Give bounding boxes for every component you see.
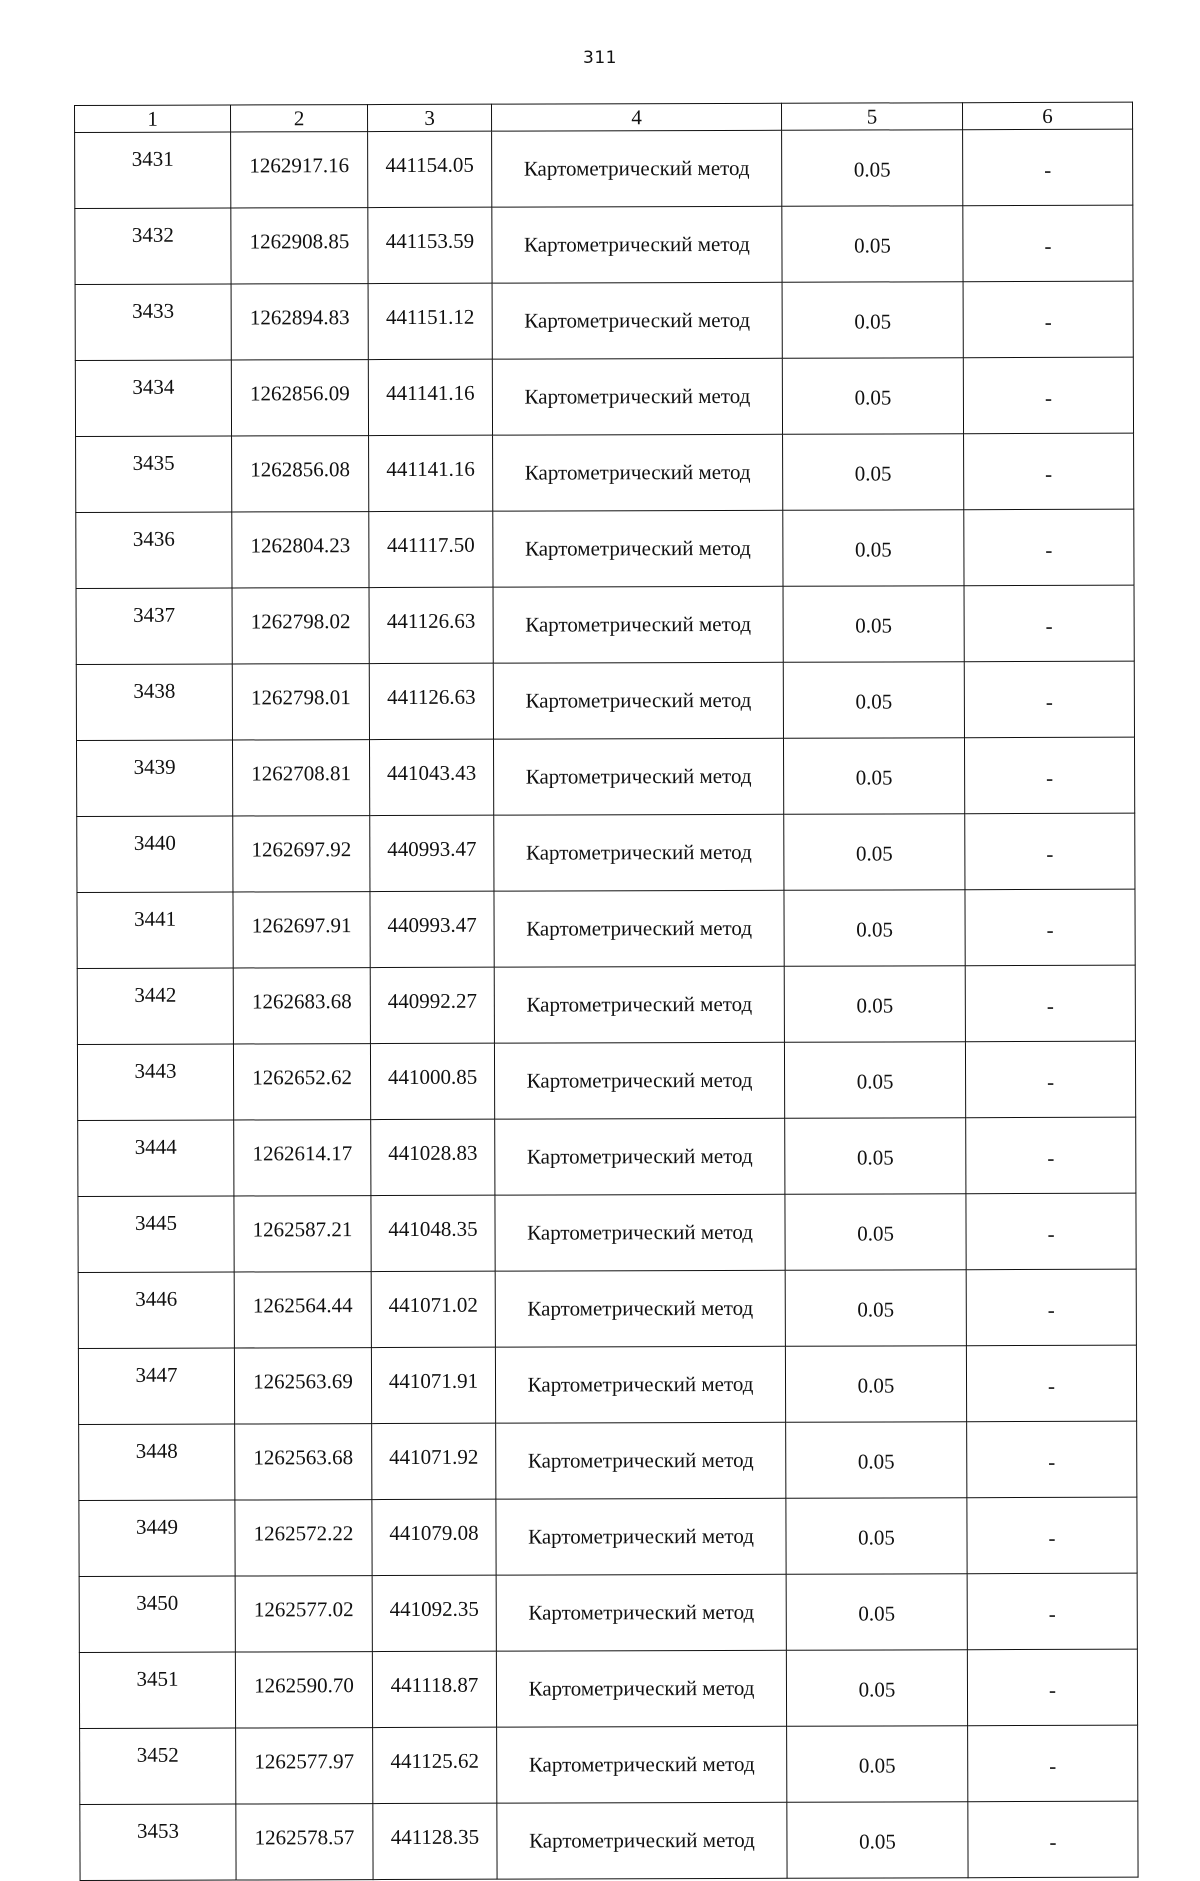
x-coordinate-cell: 1262856.08 bbox=[232, 436, 369, 512]
table-row bbox=[79, 1649, 1137, 1728]
x-coordinate-cell: 1262564.44 bbox=[234, 1272, 371, 1348]
note-cell: - bbox=[963, 129, 1133, 206]
x-coordinate-cell: 1262563.69 bbox=[234, 1348, 371, 1424]
point-number-cell: 3439 bbox=[76, 740, 232, 816]
x-coordinate-cell: 1262856.09 bbox=[231, 360, 368, 436]
x-coordinate-cell: 1262652.62 bbox=[233, 1044, 370, 1120]
precision-cell: 0.05 bbox=[787, 1802, 968, 1879]
method-cell: Картометрический метод bbox=[496, 1498, 786, 1575]
note-cell: - bbox=[963, 281, 1133, 358]
x-coordinate-cell: 1262578.57 bbox=[236, 1804, 373, 1880]
method-cell: Картометрический метод bbox=[492, 206, 782, 283]
x-coordinate-cell: 1262577.97 bbox=[236, 1728, 373, 1804]
method-cell: Картометрический метод bbox=[492, 358, 782, 435]
method-cell: Картометрический метод bbox=[496, 1422, 786, 1499]
point-number-cell: 3435 bbox=[76, 436, 232, 512]
method-cell: Картометрический метод bbox=[497, 1802, 787, 1879]
precision-cell: 0.05 bbox=[782, 206, 963, 283]
method-cell: Картометрический метод bbox=[492, 282, 782, 359]
point-number-cell: 3450 bbox=[79, 1576, 235, 1652]
x-coordinate-cell: 1262894.83 bbox=[231, 284, 368, 360]
method-cell: Картометрический метод bbox=[494, 890, 784, 967]
precision-cell: 0.05 bbox=[784, 1042, 965, 1119]
point-number-cell: 3442 bbox=[77, 968, 233, 1044]
note-cell: - bbox=[966, 1269, 1136, 1346]
method-cell: Картометрический метод bbox=[495, 1346, 785, 1423]
x-coordinate-cell: 1262798.01 bbox=[232, 664, 369, 740]
y-coordinate-cell: 440992.27 bbox=[370, 967, 494, 1043]
note-cell: - bbox=[964, 433, 1134, 510]
point-number-cell: 3444 bbox=[78, 1120, 234, 1196]
method-cell: Картометрический метод bbox=[495, 1118, 785, 1195]
x-coordinate-cell: 1262614.17 bbox=[234, 1120, 371, 1196]
page-number: 311 bbox=[583, 48, 617, 68]
note-cell: - bbox=[965, 965, 1135, 1042]
point-number-cell: 3431 bbox=[75, 132, 231, 208]
y-coordinate-cell: 441126.63 bbox=[369, 663, 493, 739]
point-number-cell: 3441 bbox=[77, 892, 233, 968]
precision-cell: 0.05 bbox=[786, 1498, 967, 1575]
y-coordinate-cell: 440993.47 bbox=[370, 815, 494, 891]
note-cell: - bbox=[968, 1725, 1138, 1802]
precision-cell: 0.05 bbox=[783, 738, 964, 815]
table-row bbox=[79, 1573, 1137, 1652]
method-cell: Картометрический метод bbox=[494, 814, 784, 891]
table-row bbox=[78, 1117, 1136, 1196]
method-cell: Картометрический метод bbox=[494, 966, 784, 1043]
point-number-cell: 3447 bbox=[78, 1348, 234, 1424]
y-coordinate-cell: 440993.47 bbox=[370, 891, 494, 967]
y-coordinate-cell: 441000.85 bbox=[370, 1043, 494, 1119]
y-coordinate-cell: 441071.91 bbox=[371, 1347, 495, 1423]
y-coordinate-cell: 441141.16 bbox=[368, 359, 492, 435]
y-coordinate-cell: 441154.05 bbox=[368, 131, 492, 207]
note-cell: - bbox=[964, 661, 1134, 738]
precision-cell: 0.05 bbox=[782, 358, 963, 435]
method-cell: Картометрический метод bbox=[494, 1042, 784, 1119]
x-coordinate-cell: 1262572.22 bbox=[235, 1500, 372, 1576]
table-body bbox=[75, 129, 1138, 1880]
y-coordinate-cell: 441071.92 bbox=[372, 1423, 496, 1499]
point-number-cell: 3449 bbox=[79, 1500, 235, 1576]
y-coordinate-cell: 441071.02 bbox=[371, 1271, 495, 1347]
y-coordinate-cell: 441126.63 bbox=[369, 587, 493, 663]
point-number-cell: 3438 bbox=[76, 664, 232, 740]
point-number-cell: 3451 bbox=[79, 1652, 235, 1728]
precision-cell: 0.05 bbox=[785, 1118, 966, 1195]
method-cell: Картометрический метод bbox=[493, 510, 783, 587]
point-number-cell: 3448 bbox=[79, 1424, 235, 1500]
x-coordinate-cell: 1262804.23 bbox=[232, 512, 369, 588]
method-cell: Картометрический метод bbox=[496, 1574, 786, 1651]
header-col-5: 5 bbox=[781, 103, 962, 131]
method-cell: Картометрический метод bbox=[495, 1270, 785, 1347]
note-cell: - bbox=[964, 737, 1134, 814]
table-row bbox=[77, 889, 1135, 968]
table-row bbox=[77, 965, 1135, 1044]
point-number-cell: 3445 bbox=[78, 1196, 234, 1272]
note-cell: - bbox=[966, 1117, 1136, 1194]
table-row bbox=[78, 1269, 1136, 1348]
y-coordinate-cell: 441128.35 bbox=[373, 1803, 497, 1879]
note-cell: - bbox=[967, 1497, 1137, 1574]
note-cell: - bbox=[967, 1421, 1137, 1498]
table-row bbox=[76, 737, 1134, 816]
x-coordinate-cell: 1262697.91 bbox=[233, 892, 370, 968]
point-number-cell: 3433 bbox=[75, 284, 231, 360]
note-cell: - bbox=[966, 1193, 1136, 1270]
table-row bbox=[77, 813, 1135, 892]
method-cell: Картометрический метод bbox=[493, 738, 783, 815]
precision-cell: 0.05 bbox=[786, 1574, 967, 1651]
table-header bbox=[75, 102, 1133, 132]
precision-cell: 0.05 bbox=[783, 586, 964, 663]
y-coordinate-cell: 441141.16 bbox=[369, 435, 493, 511]
x-coordinate-cell: 1262798.02 bbox=[232, 588, 369, 664]
point-number-cell: 3440 bbox=[77, 816, 233, 892]
method-cell: Картометрический метод bbox=[497, 1726, 787, 1803]
point-number-cell: 3453 bbox=[80, 1804, 236, 1880]
note-cell: - bbox=[964, 509, 1134, 586]
x-coordinate-cell: 1262708.81 bbox=[232, 740, 369, 816]
table-row bbox=[79, 1421, 1137, 1500]
method-cell: Картометрический метод bbox=[493, 662, 783, 739]
precision-cell: 0.05 bbox=[783, 662, 964, 739]
note-cell: - bbox=[965, 889, 1135, 966]
y-coordinate-cell: 441079.08 bbox=[372, 1499, 496, 1575]
note-cell: - bbox=[963, 205, 1133, 282]
header-col-3: 3 bbox=[368, 104, 492, 131]
y-coordinate-cell: 441151.12 bbox=[368, 283, 492, 359]
precision-cell: 0.05 bbox=[784, 966, 965, 1043]
x-coordinate-cell: 1262908.85 bbox=[231, 208, 368, 284]
note-cell: - bbox=[966, 1345, 1136, 1422]
precision-cell: 0.05 bbox=[783, 510, 964, 587]
y-coordinate-cell: 441153.59 bbox=[368, 207, 492, 283]
point-number-cell: 3443 bbox=[77, 1044, 233, 1120]
table-row bbox=[80, 1725, 1138, 1804]
point-number-cell: 3432 bbox=[75, 208, 231, 284]
x-coordinate-cell: 1262577.02 bbox=[235, 1576, 372, 1652]
note-cell: - bbox=[967, 1649, 1137, 1726]
note-cell: - bbox=[967, 1573, 1137, 1650]
precision-cell: 0.05 bbox=[786, 1422, 967, 1499]
note-cell: - bbox=[968, 1801, 1138, 1878]
x-coordinate-cell: 1262917.16 bbox=[231, 132, 368, 208]
point-number-cell: 3452 bbox=[80, 1728, 236, 1804]
precision-cell: 0.05 bbox=[785, 1346, 966, 1423]
table-row bbox=[78, 1345, 1136, 1424]
y-coordinate-cell: 441118.87 bbox=[372, 1651, 496, 1727]
table-row bbox=[75, 205, 1133, 284]
table-row bbox=[76, 433, 1134, 512]
precision-cell: 0.05 bbox=[784, 814, 965, 891]
x-coordinate-cell: 1262587.21 bbox=[234, 1196, 371, 1272]
y-coordinate-cell: 441028.83 bbox=[371, 1119, 495, 1195]
precision-cell: 0.05 bbox=[782, 130, 963, 207]
method-cell: Картометрический метод bbox=[493, 586, 783, 663]
point-number-cell: 3437 bbox=[76, 588, 232, 664]
header-col-4: 4 bbox=[491, 103, 781, 131]
method-cell: Картометрический метод bbox=[495, 1194, 785, 1271]
table-row bbox=[77, 1041, 1135, 1120]
x-coordinate-cell: 1262563.68 bbox=[235, 1424, 372, 1500]
header-col-2: 2 bbox=[231, 105, 368, 132]
note-cell: - bbox=[965, 813, 1135, 890]
note-cell: - bbox=[963, 357, 1133, 434]
y-coordinate-cell: 441092.35 bbox=[372, 1575, 496, 1651]
point-number-cell: 3446 bbox=[78, 1272, 234, 1348]
table-row bbox=[80, 1801, 1138, 1880]
note-cell: - bbox=[965, 1041, 1135, 1118]
y-coordinate-cell: 441048.35 bbox=[371, 1195, 495, 1271]
header-row bbox=[75, 102, 1133, 132]
precision-cell: 0.05 bbox=[786, 1650, 967, 1727]
precision-cell: 0.05 bbox=[783, 434, 964, 511]
method-cell: Картометрический метод bbox=[496, 1650, 786, 1727]
precision-cell: 0.05 bbox=[782, 282, 963, 359]
precision-cell: 0.05 bbox=[787, 1726, 968, 1803]
precision-cell: 0.05 bbox=[784, 890, 965, 967]
table-row bbox=[76, 509, 1134, 588]
table-row bbox=[75, 357, 1133, 436]
y-coordinate-cell: 441043.43 bbox=[369, 739, 493, 815]
method-cell: Картометрический метод bbox=[492, 130, 782, 207]
x-coordinate-cell: 1262697.92 bbox=[233, 816, 370, 892]
header-col-6: 6 bbox=[962, 102, 1132, 130]
table-row bbox=[75, 129, 1133, 208]
x-coordinate-cell: 1262590.70 bbox=[235, 1652, 372, 1728]
x-coordinate-cell: 1262683.68 bbox=[233, 968, 370, 1044]
y-coordinate-cell: 441117.50 bbox=[369, 511, 493, 587]
coordinates-table bbox=[74, 102, 1139, 1881]
method-cell: Картометрический метод bbox=[493, 434, 783, 511]
table-row bbox=[76, 585, 1134, 664]
point-number-cell: 3434 bbox=[75, 360, 231, 436]
precision-cell: 0.05 bbox=[785, 1194, 966, 1271]
note-cell: - bbox=[964, 585, 1134, 662]
table-row bbox=[79, 1497, 1137, 1576]
point-number-cell: 3436 bbox=[76, 512, 232, 588]
header-col-1: 1 bbox=[75, 105, 231, 132]
y-coordinate-cell: 441125.62 bbox=[373, 1727, 497, 1803]
table-row bbox=[76, 661, 1134, 740]
table-row bbox=[78, 1193, 1136, 1272]
precision-cell: 0.05 bbox=[785, 1270, 966, 1347]
table-row bbox=[75, 281, 1133, 360]
